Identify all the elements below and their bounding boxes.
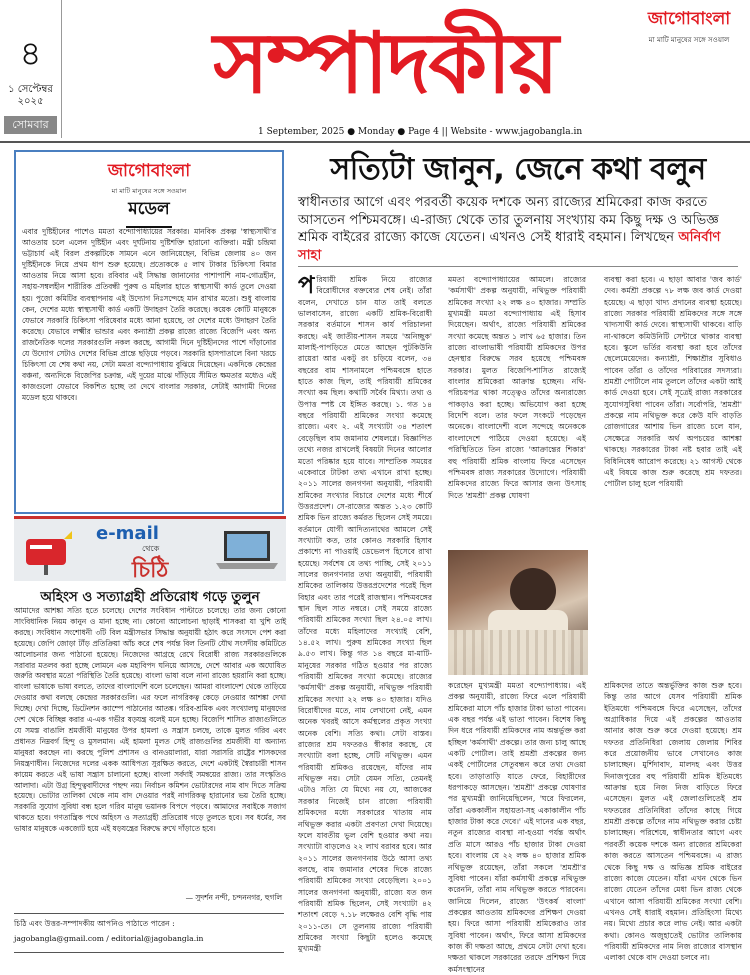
article-byline: অনির্বাণ সাহা bbox=[298, 230, 721, 263]
article-column-3-lower: শ্রমিকদের তাতে অন্তর্ভুক্তির কাজ শুরু হবে। কিন্তু তার আগে যেসব পরিযায়ী শ্রমিক ইতিমধ্যে পশ্চিমবঙ্গে ফিরে এসেছেন, তাঁদের অগ্রাধিকার দিয়ে এই প্রকল্পের আওতায় আনার কাজ শুরু করে দেওয়া হয়েছে। শ্রম দফতর প্রতিনিধিরা জেলায় জেলায় শিবির করে প্রয়োজনীয় ভাবে সেখানেও কাজ চালাচ্ছেন। মুর্শিদাবাদ, মালদহ এবং উত্তর দিনাজপুরের বহু পরিযায়ী শ্রমিক ইতিমধ্যে আক্রান্ত হয়ে নিজ নিজ বাড়িতে ফিরে এসেছেন। মুলত এই জেলাগুলিতেই শ্রম দফতরের প্রতিনিধিরা তাঁদের কাছে গিয়ে শ্রমশ্রী প্রকল্পে তাঁদের নাম নথিভুক্ত করার চেষ্টা চালাচ্ছেন। পরিশেষে, স্বাধীনতার আগে এবং পরবর্তী কয়েক দশকে অন্য রাজ্যের শ্রমিকেরা কাজ করতে আসতেন পশ্চিমবঙ্গে। এ রাজ্য থেকে কিছু দক্ষ ও অভিজ্ঞ শ্রমিক বাইরের রাজ্যে কাজে যেতেন। যাঁরা এখন থেকে ভিন রাজ্যে যেতেন তাঁদের মেধা ভিন রাজ্য থেকে এখানে আসা পরিযায়ী শ্রমিকের সংখ্যা বেশি। এখনও সেই ধারাই বহমান। প্রতিহিংসা মিথ্যে নয়। মিথ্যে প্রচার করে লাভ নেই। আর একটা কথা। কোনও অজুহাতেই ভোটার তালিকায় পরিযায়ী শ্রমিকদের নাম নিজ রাজ্যের বাসস্থান এলাকা থেকে বাদ দেওয়া চলবে না। bbox=[604, 681, 742, 963]
issue-day: সোমবার bbox=[4, 116, 57, 134]
brand-name: জাগোবাংলা bbox=[647, 9, 731, 29]
email-banner-main: চিঠি bbox=[132, 557, 169, 583]
contact-emails: jagobangla@gmail.com / editorial@jagobangla.in bbox=[14, 934, 204, 943]
issue-date: ১ সেপ্টেম্বর ২০২৫ bbox=[8, 84, 53, 107]
editorial-brand: জাগোবাংলা bbox=[108, 158, 190, 186]
article-title: সত্যিটা জানুন, জেনে কথা বলুন bbox=[330, 152, 706, 187]
contact-line: চিঠি এবং উত্তর-সম্পাদকীয় আপনিও পাঠাতে পারেন : bbox=[14, 919, 175, 928]
issue-line: 1 September, 2025 ● Monday ● Page 4 || Website - www.jagobangla.in bbox=[258, 127, 583, 137]
letter-body: আমাদের আশঙ্কা সত্যি হতে চলেছে। দেশের সংবিধান পাল্টাতে চলেছে। তার জন্য কোনো সাংবিধানিক নিয়ম কানুন ও মানা হচ্ছে না। কোনো আলোচনা ছাড়াই শাসকরা যা খুশি তাই করছে। সংবিধান সংশোধনী ৩টি বিল মন্ত্রীসভার সিদ্ধান্ত অনুযায়ী হঠাৎ করে সংসদে পেশ করা হয়েছে। জেপি জোড়া টাঁড় প্রতিক্রিয়া আঁচ করে শেষ পর্যন্ত বিল তিনটি যৌথ সংসদীয় কমিটিতে আলোচনার জন্য পাঠানো হয়েছে। নিজেদের আগ্রহে রেখে বিরোধী রাজ্য সরকারগুলিকে সরাবার মতলব করা হচ্ছে লোমনে এক মহাবিপদ ঘনিয়ে আসছে, দেশে আবার এক অঘোষিত জরুরি অবস্থার মতো পরিস্থিতি তৈরি হয়েছে। বাংলা ভাষা বলে নানা রাজ্যে হয়রানি করা হচ্ছে। বাংলা ভাষাকে ভাষা বলতে, তাদের বাংলাদেশি বলে চলেছেন। আমরা বাংলাদেশ থেকে তাড়িয়ে দেওয়ার কথা বলছে কেন্দ্রের সরকারগুলি। এর ফলে নাগরিকত্ব কেড়ে নেওয়ার আশঙ্কা দেখা দিচ্ছে। দেখা দিচ্ছে, ডিটেনশন ক্যাম্পে পাঠানোর আতঙ্ক। গরিব-শ্রমিক এবং সংখ্যালঘু মানুষদের দেশ থেকে বিচ্ছিন্ন করার এ-এক গভীর ষড়যন্ত্র বলেই মনে হচ্ছে। বিজেপি শাসিত রাজ্যগুলিতে যে সমস্ত বাঙালি শ্রমজীবী মানুষের উপর হামলা ও সন্ত্রাস চলছে, তাকে মুলত গরিব এবং প্রধানত নিম্নবর্গ হিন্দু ও মুসলমান। এই হামলা মূলত সেই রাজ্যগুলির শ্রমজীবী যা অন্যান্য মানুষরা করছেন না। করছে পুলিশ প্রশাসন ও বানওয়ালারা, যারা সরাসরি রাষ্ট্রের শাসকদের নিয়ন্ত্রণাধীন। নিজেদের দলের একক আধিপত্য সুরক্ষিত করতে, দেশে একটাই স্বৈরাচারী শাসন কায়েম করতে এই ভাষা সন্ত্রাস চালানো হচ্ছে। বাংলা সর্বদাই সমন্বয়ের রাজ্য। তার সংস্কৃতিও আলাদা। এটা উগ্র হিন্দুত্ববাদীদের পছন্দ নয়। নির্বাচন কমিশন ভোটারদের নাম বাদ দিতে সক্রিয় হয়েছে। ভোটার তালিকা থেকে নাম বাদ দেওয়ার পরই নাগরিকত্ব হারানোর ভয় তৈরি হচ্ছে। সরকারি সুযোগ সুবিধা বন্ধ হলে গরিব মানুষ ভয়ানক বিপদে পড়বে। আমাদের সবাইকে সজাগ থাকতে হবে। গণতান্ত্রিক পথে অহিংস ও সত্যাগ্রহী প্রতিরোধ গড়ে তুলতে হবে। সব ধর্মের, সব ভাষার মানুষকে একজোট হয়ে এই ষড়যন্ত্রের বিরুদ্ধে রুখে দাঁড়াতে হবে। bbox=[14, 606, 286, 834]
drop-cap: প bbox=[298, 271, 315, 299]
contact-box bbox=[14, 913, 284, 953]
masthead-rule bbox=[0, 141, 750, 143]
article-column-2-lower: করেছেন মুখ্যমন্ত্রী মমতা বন্দ্যোপাধ্যায়। এই প্রকল্প অনুযায়ী, রাজ্যে ফিরে এলে পরিযায়ী শ্রমিকেরা মাসে পাঁচ হাজার টাকা ভাতা পাবেন। এক বছর পর্যন্ত এই ভাতা পাবেন। বিশেষ কিছু দিন ধরে পরিযায়ী শ্রমিকদের নাম অন্তর্ভুক্ত করা হচ্ছিল 'কর্মসাথী' প্রকল্পে। তার জন্য চালু আছে একটি পোর্টাল। তাই শ্রমশ্রী প্রকল্পের জন্য একই পোর্টালের সেতুবন্ধন করে তথ্য দেওয়া হবে। তাড়াতাড়ি যাতে ফেরে, বিহারীদের ধরপাকড়ে আসছেন। 'শ্রমশ্রী' প্রকল্পে ঘোষণার পর মুখ্যমন্ত্রী জানিয়েছিলেন, 'ঘরে ফিরলেন, তাঁরা এককালীন সহায়তা-সহ একাকালীন পাঁচ হাজার টাকা করে দেবে।' এই দানের এক বছর, নতুন রাজ্যের ব্যবস্থা না-হওয়া পর্যন্ত অর্থাৎ প্রতি মাসে আরও পাঁচ হাজার টাকা দেওয়া হবে। বাংলায় যে ২২ লক্ষ ৪০ হাজার শ্রমিক নথিভুক্ত রয়েছেন, তাঁরা সকলে 'শ্রমশ্রী'র সুবিধা পাবেন। যাঁরা কর্মসাথী প্রকল্পে নথিভুক্ত করেননি, তাঁরা নাম নথিভুক্ত করতে পারবেন। জানিয়ে দিলেন, রাজ্যে 'উৎকর্ষ বাংলা' প্রকল্পের আওতায় শ্রমিকদের প্রশিক্ষণ দেওয়া হয়। ফিরে আসা পরিযায়ী শ্রমিকেরাও তার সুবিধা পাবেন। অর্থাৎ, ফিরে আসা শ্রমিকদের কাজ কী দক্ষতা আছে, প্রথমে সেটা দেখা হবে। দক্ষতা থাকলে সরকারের তরফে প্রশিক্ষণ দিয়ে কর্মসংস্থানের bbox=[448, 681, 586, 974]
editorial-box bbox=[14, 150, 284, 514]
letter-signature: — সুদর্শন নন্দী, চন্দননগর, হুগলি bbox=[185, 893, 282, 902]
email-banner-heading: e-mail bbox=[96, 523, 159, 544]
editorial-logo bbox=[16, 158, 282, 197]
left-column bbox=[14, 150, 286, 955]
article-column-1-text: রিযায়ী শ্রমিক নিয়ে রাজ্যের বিরোধীদের বক্তব্যের শেষ নেই। তাঁরা বলেন, দেখাতে চান যাত তাই বলতে ভালবাসেন, রাজ্যে একটি শ্রমিক-বিরোধী সরকার বর্তমানে শাসন কার্য পরিচালনা করছে। এই জাতীয়-শাসন সময়ে 'অনিচ্ছুক' মালাই-পাপড়িতে মেতে আছেন পুটকিউনি রায়েরা আর একটু রং চড়িয়ে বলেন, ৩৪ বছরের বাম শাসনামলে পশ্চিমবঙ্গে হাতে হাতে কাজ ছিল, তাই পরিযায়ী শ্রমিকের সংখ্যা কম ছিল। কথাটি সর্বৈব মিথ্যা। তথ্য ও উপাত্ত স্পষ্ট যে ইঙ্গিত করছে। ১. গত ১৪ বছরে পরিযায়ী শ্রমিকের সংখ্যা কমেছে রাজ্যে। এবং ২. এই সংখ্যাটা ৩৪ শতাংশ বেড়েছিল বাম জমানায় শেষলগ্নে। বিজ্ঞাপিত তথ্যে নজর রাখলেই বিষয়টা দিনের আলোর মতো পরিষ্কার হয়ে যাবে। সাম্প্রতিক সময়ের একেবারে টাটকা তথ্য এখানে রাখা হচ্ছে। ২০১১ সালের জনগণনা অনুযায়ী, পরিযায়ী শ্রমিকের সংখ্যার বিচারে দেশের মধ্যে শীর্ষে উত্তরপ্রদেশ। সে-রাজ্যের অন্তত ১.২৩ কোটি শ্রমিক ভিন রাজ্যে কর্মরত ছিলেন সেই সময়ে। বর্তমানে যোগী আদিত্যনাথের আমলে সেই সংখ্যাটা কত, তার কোনও সরকারি হিসাব প্রকাশ্যে না পাওয়াই ডেভেলপ হিসেবে রাখা হয়েছে। সর্বশেষ যে তথ্য পাচ্ছি, সেই ২০১১ সালের জনগণনার তথ্য অনুযায়ী, পরিযায়ী শ্রমিকের তালিকায় উত্তরপ্রদেশের পরেই ছিল বিহার এবং তার পরেই রাজস্থান। পশ্চিমবঙ্গের স্থান ছিল সাত নম্বরে। সেই সময়ে রাজ্যে পরিযায়ী শ্রমিকের সংখ্যা ছিল ২৪.০৫ লাখ। তাঁদের মধ্যে মহিলাদের সংখ্যাই বেশি, ১৪.৫২ লাখ। পুরুষ শ্রমিকের সংখ্যা ছিল ৯.৫৩ লাখ। কিন্তু গত ১৪ বছরে মা-মাটি-মানুষের সরকার গঠিত হওয়ার পর রাজ্যে পরিযায়ী শ্রমিকের সংখ্যা কমেছে। রাজ্যের 'কর্মসাথী' প্রকল্প অনুযায়ী, নথিভুক্ত পরিযায়ী শ্রমিকের সংখ্যা ২২ লক্ষ ৪০ হাজার। যদিও বিরোধীদের মতে, নাম লেখানো নেই, এমন অনেক খবরই আসে কর্মস্থলের প্রকৃত সংখ্যা অনেক বেশি। সত্যি কথা। সেটা বাস্তব। রাজ্যের শ্রম দফতরও স্বীকার করছে, যে সংখ্যাটা বলা হচ্ছে, সেটি নথিভুক্ত। এমন পরিযায়ী শ্রমিকও রয়েছেন, যাঁদের নাম নথিভুক্ত নয়। সেটা যেমন সত্যি, তেমনই এটাও সত্যি যে মিথ্যে নয় যে, আজকের সরকার নিজেই চান রাজ্যে পরিযায়ী শ্রমিকদের মধ্যে সরকারের খাতায় নাম নথিভুক্ত করার একটা প্রবণতা দেখা দিয়েছে। ফলে যাবতীয় ভুল বেশি হওয়ার কথা নয়। সংখ্যাটা বাড়লেও ২২ লাখ বরাবর হবে। আর ২০১১ সালের জনগণনায় উঠে আসা তথ্য বলছে, বাম জমানার শেষের দিকে রাজ্যে পরিযায়ী শ্রমিকের সংখ্যা বেড়েছিল। ২০০১ সালের জনগণনা অনুযায়ী, রাজ্যে যত জন পরিযায়ী শ্রমিক ছিলেন, সেই সংখ্যাটা ৪২ শতাংশ বেড়ে ৭.১৮ লক্ষেরও বেশি বৃদ্ধি পায় ২০১১-তে। সে তুলনায় রাজ্যে পরিযায়ী শ্রমিকের সংখ্যা কিছুটা হলেও কমেছে মুখ্যমন্ত্রী bbox=[298, 275, 432, 954]
email-letters-banner bbox=[14, 516, 286, 581]
article-column-1 bbox=[298, 271, 432, 954]
article-photo bbox=[448, 550, 588, 675]
letter-title: অহিংস ও সত্যাগ্রহী প্রতিরোধ গড়ে তুলুন bbox=[40, 589, 260, 605]
editorial-brand-tagline: মা মাটি মানুষের সঙ্গে সওয়াল bbox=[111, 187, 187, 195]
section-masthead: সম্পাদকীয় bbox=[213, 14, 557, 112]
brand-logo bbox=[632, 6, 746, 46]
laptop-icon bbox=[214, 527, 280, 573]
editorial-heading: মডেল bbox=[16, 196, 282, 228]
article-deck bbox=[298, 194, 738, 264]
article-deck-text: স্বাধীনতার আগে এবং পরবর্তী কয়েক দশকে অন্য রাজ্যের শ্রমিকেরা কাজ করতে আসতেন পশ্চিমবঙ্গে। এ-রাজ্য থেকে তার তুলনায় সংখ্যায় কম কিছু দক্ষ ও অভিজ্ঞ শ্রমিক বাইরের রাজ্যে কাজে যেতেন। এখনও সেই ধারাই বহমান। লিখছেন bbox=[298, 195, 719, 245]
page-number: ৪ bbox=[19, 34, 42, 74]
editorial-body: এবার দুষ্টিহীনের পাশেও মমতা বন্দ্যোপাধ্যায়ের সরকার। মানবিক প্রকল্প 'স্বাস্থ্যসাথী'র আওতায় চলে এলেন দুষ্টিহীন এবং দুর্ঘটনায় দুষ্টিশক্তি হারানো ব্যক্তিরা। মন্ত্রী চন্দ্রিমা ভট্টাচার্য এই বিরল প্রকল্পটিকে সামনে এনে জানিয়েছেন, বিভিন্ন জেলায় ৪০ জন দুষ্টিহীনকে নিয়ে প্রথম ধাপ শুরু হয়েছে। প্রত্যেককে ৫ লাখ টাকার চিকিৎসা বিমার আওতায় নিয়ে আসা হবে। রবিবার এই সিদ্ধান্ত জানানোর পাশাপাশি নাম-গোত্রহীন, সহায়-সম্বলহীন শারীরিক প্রতিবন্ধী পুরুষ ও মহিলার হাতে স্বাস্থ্যসাথী কার্ড তুলে দেওয়া হয়। পুজো কমিটির ব্যবস্থাপনায় এই উদ্যোগ নিঃসন্দেহে মান রাখার মতো। শুধু বাংলায় কেন, দেশের মধ্যে স্বাস্থ্যসাথী কার্ড একটি উদাহরণ তৈরি করেছে। কয়েক কোটি মানুষকে যেভাবে সরকারি চিকিৎসা পরিষেবার মধ্যে আনা হয়েছে, তা দেশের মধ্যে উদাহরণ তৈরি করেছে। যেভাবে লক্ষ্মীর ভান্ডার এবং কন্যাশ্রী প্রকল্প রাজ্যে রাজ্যে বিজেপি এবং অন্য রাজনৈতিক দলের সরকারগুলি নকল করছে, আগামী দিনে দুষ্টিহীনদের পাশে দাঁড়ানোর যে উদ্যোগ সেটাও দেশের বিভিন্ন প্রান্তে ছড়িয়ে পড়বে। সরকারি হাসপাতালে বিনা খরচে চিকিৎসা যে শেষ কথা নয়, সেটা মমতা বন্দ্যোপাধ্যায় বুঝিয়ে দিয়েছেন। একদিকে কেন্দ্রের বঞ্চনা, অন্যদিকে বিজেপির চক্রান্ত, এই দুয়ের মাঝে দাঁড়িয়ে সীমিত ক্ষমতার মধ্যেও এই কাজগুলো যেভাবে বিকশিত হচ্ছে তা দেখে বাংলার সরকার, সেটাই আগামী দিনের মডেল হয়ে থাকবে। bbox=[22, 227, 276, 403]
article-column-3: ব্যবস্থা করা হবে। এ ছাড়া আবার 'জব কার্ড' দেব। কর্মশ্রী প্রকল্পে ৭৮ লক্ষ জব কার্ড দেওয়া হয়েছে। এ ছাড়া খাদ্য প্রদানের ব্যবস্থা হয়েছে। রাজ্যে সরকার পরিযায়ী শ্রমিকদের সঙ্গে সঙ্গে খাদ্যসাথী কার্ড দেবে। স্বাস্থ্যসাথী থাকবে। বাড়ি না-থাকলে কমিউনিটি সেন্টারে থাকার ব্যবস্থা হবে। স্কুলে ভর্তির ব্যবস্থা করা হবে তাঁদের ছেলেমেয়েদের। কন্যাশ্রী, শিক্ষাশ্রীর সুবিধাও পাবেন তাঁরা ও তাঁদের পরিবারের সদস্যরা। শ্রমশ্রী পোর্টালে নাম তুললে তাঁদের একটা আই কার্ড দেওয়া হবে। সেই সূত্রেই রাজ্য সরকারের সুযোগসুবিধা পাবেন তাঁরা। সর্বোপরি, 'শ্রমশ্রী' প্রকল্পে নাম নথিভুক্ত করে কেউ যদি বাড়তি রোজগারের আশায় ভিন রাজ্যে চলে যান, সেক্ষেত্রে সরকারি অর্থ অপচয়ের আশঙ্কা থাকছে। সরকারের টাকা নষ্ট হবার তাই এই বিধিনিষেধ আরোপ করেছে। ২১ আগস্ট থেকে এই বিষয়ে কাজ শুরু করেছে শ্রম দফতর। পোর্টাল চালু হলে পরিযায়ী bbox=[604, 275, 742, 489]
mailbox-icon bbox=[20, 525, 76, 575]
email-banner-sub: থেকে bbox=[142, 544, 160, 553]
article-column-2: মমতা বন্দ্যোপাধ্যায়ের আমলে। রাজ্যের 'কর্মসাথী' প্রকল্প অনুযায়ী, নথিভুক্ত পরিযায়ী শ্রমিকের সংখ্যা ২২ লক্ষ ৪০ হাজার। সম্প্রতি মুখ্যমন্ত্রী মমতা বন্দ্যোপাধ্যায় এই হিসাব দিয়েছেন। অর্থাৎ, রাজ্যে পরিযায়ী শ্রমিকের সংখ্যা কমেছে অন্তত ১ লাখ ৬৫ হাজার। তিন রাজ্যে বাংলাভাষী পরিযায়ী শ্রমিকদের উপর হেনস্থার বিরুদ্ধে সরব হয়েছে পশ্চিমবঙ্গ সরকার। মুলত বিজেপি-শাসিত রাজ্যেই বাংলার শ্রমিকেরা আক্রান্ত হচ্ছেন। নথি-পরিচয়পত্র থাকা সত্ত্বেও তাঁদের অন্যরাজ্যে পাকড়াও করা হচ্ছে। অভিযোগ করা হচ্ছে বিদেশি বলে। তার ফলে সংকটে পড়েছেন অনেকে। বাংলাদেশী বলে সন্দেহে অনেককে বাংলাদেশে পাঠিয়ে দেওয়া হয়েছে। এই পরিস্থিতিতে তিন রাজ্যে 'আক্রান্তের শিকার' বহু পরিযায়ী শ্রমিক বাংলায় ফিরে এসেছেন পশ্চিমবঙ্গ রাজ্য সরকারের উদ্যোগে। পরিযায়ী শ্রমিকদের রাজ্যে ফিরে আসার জন্য উৎসাহ দিতে 'শ্রমশ্রী' প্রকল্প ঘোষণা bbox=[448, 275, 586, 500]
brand-tagline: মা মাটি মানুষের সঙ্গে সওয়াল bbox=[648, 36, 730, 44]
deck-rule bbox=[298, 266, 738, 267]
